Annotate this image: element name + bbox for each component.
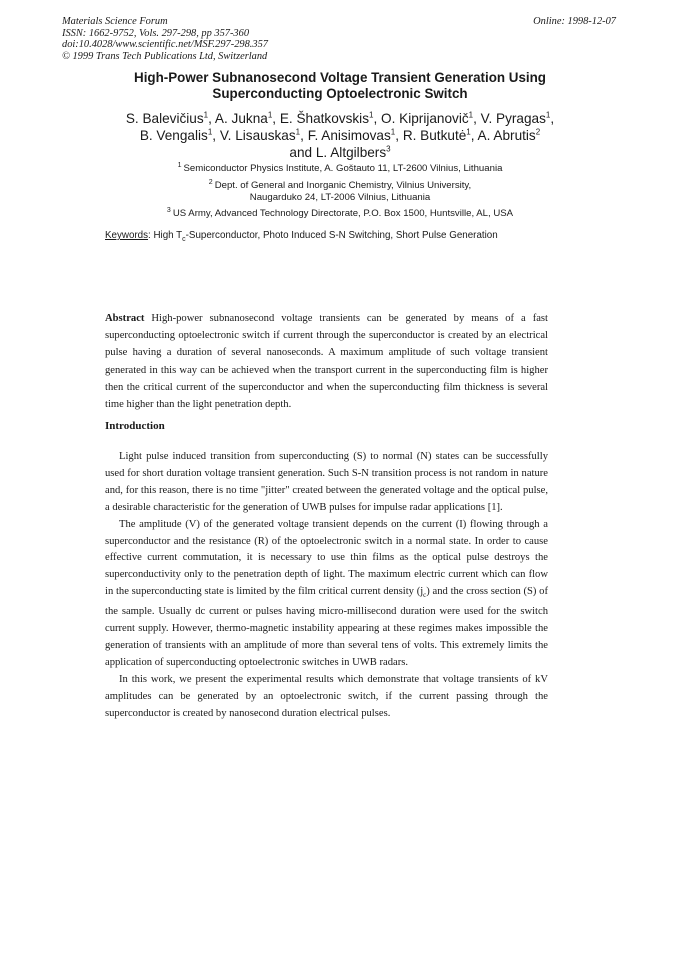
- paragraph: In this work, we present the experimental results which demonstrate that voltage transients of kV amplitudes can be generated by an optoelectronic switch, if the current passing through the superconductor is created by nanosecond duration electrical pulses.: [105, 673, 548, 719]
- paper-title: [60, 70, 620, 101]
- doi-link[interactable]: doi:10.4028/www.scientific.net/MSF.297-298.357: [62, 39, 268, 51]
- author-separator: ,: [550, 111, 555, 126]
- author-affil-mark: 1: [466, 127, 471, 137]
- paragraph-text: ) and the cross section (S) of the sample. Usually dc current or pulses having micro-millisecond duration were used for the switch current supply. However, thermo-magnetic instability appearing at these regimes makes impossible the generation of transients with an amplitude of more than several tens of volts. This extremely limits the application of superconducting optoelectronic switches in UWB radars.: [105, 586, 548, 668]
- abstract-heading: Abstract: [105, 313, 145, 324]
- publication-header: [62, 16, 268, 62]
- author-affil-mark: 1: [295, 127, 301, 137]
- author-separator: ,: [300, 128, 308, 143]
- author-name: F. Anisimovas: [307, 128, 391, 143]
- author-name: V. Pyragas: [480, 111, 546, 126]
- author-affil-mark: 3: [386, 144, 391, 154]
- affiliation-text: US Army, Advanced Technology Directorate, P.O. Box 1500, Huntsville, AL, USA: [172, 208, 514, 219]
- author-name: A. Jukna: [214, 111, 268, 126]
- author-name: O. Kiprijanovič: [381, 111, 469, 126]
- online-date: Online: 1998-12-07: [533, 16, 616, 27]
- author-affil-mark: 1: [369, 110, 374, 120]
- author-separator: ,: [395, 128, 403, 143]
- keywords-line: [105, 230, 498, 243]
- author-line-1: [60, 110, 620, 127]
- author-separator: ,: [272, 111, 280, 126]
- author-name: B. Vengalis: [139, 128, 208, 143]
- section-heading-introduction: Introduction: [105, 420, 165, 432]
- copyright-line: © 1999 Trans Tech Publications Ltd, Switzerland: [62, 50, 268, 62]
- author-name: and L. Altgilbers: [289, 145, 387, 160]
- affiliation-1: [60, 163, 620, 175]
- journal-name: Materials Science Forum: [62, 16, 168, 27]
- author-affil-mark: 1: [203, 110, 209, 120]
- affiliation-text: Dept. of General and Inorganic Chemistry, Vilnius University,: [214, 180, 472, 191]
- author-name: A. Abrutis: [477, 128, 536, 143]
- author-separator: ,: [212, 128, 220, 143]
- title-line-2: Superconducting Optoelectronic Switch: [212, 85, 468, 101]
- abstract: [105, 310, 548, 413]
- introduction-body: [105, 449, 548, 723]
- author-separator: ,: [373, 111, 382, 126]
- author-name: R. Butkutė: [402, 128, 467, 143]
- author-line-2: [60, 127, 620, 144]
- author-affil-mark: 2: [535, 127, 541, 137]
- issn-line: ISSN: 1662-9752, Vols. 297-298, pp 357-360: [62, 27, 250, 39]
- author-name: V. Lisauskas: [219, 128, 296, 143]
- title-line-1: High-Power Subnanosecond Voltage Transient Generation Using: [134, 70, 546, 85]
- affiliation-mark: 2: [208, 178, 213, 186]
- keywords-text: -Superconductor, Photo Induced S-N Switching, Short Pulse Generation: [185, 230, 498, 241]
- affiliation-text: Semiconductor Physics Institute, A. Goštauto 11, LT-2600 Vilnius, Lithuania: [183, 163, 503, 174]
- keywords-subscript: c: [182, 235, 186, 243]
- author-affil-mark: 1: [468, 110, 474, 120]
- author-affil-mark: 1: [207, 127, 213, 137]
- paragraph: [105, 517, 548, 672]
- keywords-text: : High T: [148, 230, 183, 241]
- affiliation-2: [60, 180, 620, 203]
- author-affil-mark: 1: [545, 110, 551, 120]
- author-name: S. Balevičius: [125, 111, 204, 126]
- abstract-text: High-power subnanosecond voltage transients can be generated by means of a fast superconducting optoelectronic switch if current through the superconductor is created by an electrical pulse having a duration of several nanoseconds. A maximum amplitude of such voltage transient generated in this way can be achieved when the transport current in the superconducting film is higher then the critical current of the superconductor and when the superconducting film thickness is several time higher than the light penetration depth.: [105, 313, 548, 411]
- affiliation-3: [60, 208, 620, 220]
- paragraph-subscript: c: [423, 591, 427, 600]
- author-line-3: [60, 144, 620, 161]
- affiliation-text: Naugarduko 24, LT-2006 Vilnius, Lithuania: [249, 191, 431, 203]
- author-separator: ,: [208, 111, 215, 126]
- author-name: E. Šhatkovskis: [279, 111, 369, 126]
- author-separator: ,: [473, 111, 481, 126]
- author-separator: ,: [470, 128, 478, 143]
- author-affil-mark: 1: [390, 127, 396, 137]
- affiliation-mark: 3: [166, 206, 171, 214]
- affiliation-mark: 1: [177, 161, 182, 169]
- author-affil-mark: 1: [267, 110, 273, 120]
- keywords-label: Keywords: [105, 230, 149, 241]
- paragraph: Light pulse induced transition from superconducting (S) to normal (N) states can be successfully used for short duration voltage transient generation. Such S-N transition process is not random in nature and, for this reason, there is no time "jitter" created between the generated voltage and the optical pulse, a desirable characteristic for the generation of UWB pulses for impulse radar applications [1].: [105, 451, 548, 513]
- author-list: [60, 110, 620, 161]
- paragraph-text: The amplitude (V) of the generated voltage transient depends on the current (I) flowing through a superconductor and the resistance (R) of the optoelectronic switch in a normal state. In order to cause effective current commutation, it is necessary to use thin films as the optical pulse destroys the superconductivity only to the penetration depth of light. The maximum electric current which can flow in the superconducting state is limited by the film critical current density (j: [105, 518, 548, 598]
